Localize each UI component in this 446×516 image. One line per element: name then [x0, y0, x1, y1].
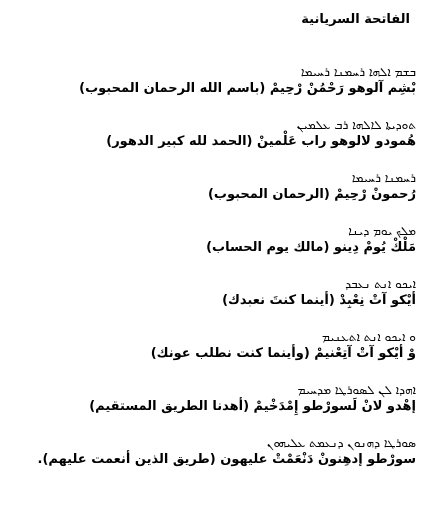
- arabic-transliteration: أيْكو آتْ نِعْبِدْ (أينما كنتَ نعبدك): [222, 293, 416, 308]
- syriac-line: ܡܠܟ ܝܘܡ ܕܝܢܐ: [348, 224, 416, 238]
- arabic-transliteration: مَلْكْ يُومْ دِينو (مالك يوم الحساب): [206, 240, 416, 255]
- arabic-transliteration: رُحمونْ رْحِيمْ (الرحمان المحبوب): [207, 187, 416, 202]
- syriac-line: ܒܫܡ ܐܠܗܐ ܪܚܡܢܐ ܪܚܝܡܐ: [300, 65, 416, 79]
- syriac-line: ܐܗܕܐ ܠܢ ܠܣܘܪܛܐ ܡܕܚܝܡ: [297, 383, 416, 397]
- arabic-transliteration: بْشِم آلوهو رَحْمُنْ رْحِيمْ (باسم الله الرحمان المحبوب): [79, 81, 416, 96]
- arabic-transliteration: سورْطو إدهِنونْ دَنْعَمْتْ عليهون (طريق الذين أنعمت عليهم).: [37, 452, 416, 467]
- verse-7: [16, 382, 416, 416]
- verse-2: [16, 117, 416, 151]
- syriac-line: ܬܘܕܝܬܐ ܠܐܠܗܐ ܪܒ ܥܠܡܝܢ: [296, 118, 416, 132]
- arabic-transliteration: إهْدو لانْ لَسورْطو إِمْدَخْيمْ (أهدنا الطريق المستقيم): [89, 399, 416, 414]
- page-title: الفاتحة السريانية: [301, 12, 410, 27]
- verse-4: [16, 223, 416, 257]
- syriac-line: ܐܝܟܘ ܐܢܬ ܢܥܒܕ: [345, 277, 416, 291]
- verse-8: [16, 435, 416, 469]
- syriac-line: ܪܚܡܢܐ ܪܚܝܡܐ: [351, 171, 416, 185]
- verse-1: [16, 64, 416, 98]
- arabic-transliteration: وْ أيْكو آتْ آتِعْنيمْ (وأينما كنت نطلب عونك): [150, 346, 416, 361]
- syriac-line: ܣܘܪܛܐ ܕܗܢܘܢ ܕܢܥܡܬ ܥܠܝܗܘܢ: [266, 436, 416, 450]
- syriac-line: ܘ ܐܝܟܘ ܐܢܬ ܐܬܥܢܝܡ: [321, 330, 416, 344]
- verse-5: [16, 276, 416, 310]
- arabic-transliteration: هُمودو لالوهو راب عَلْمينْ (الحمد لله كبير الدهور): [106, 134, 416, 149]
- verse-6: [16, 329, 416, 363]
- verse-3: [16, 170, 416, 204]
